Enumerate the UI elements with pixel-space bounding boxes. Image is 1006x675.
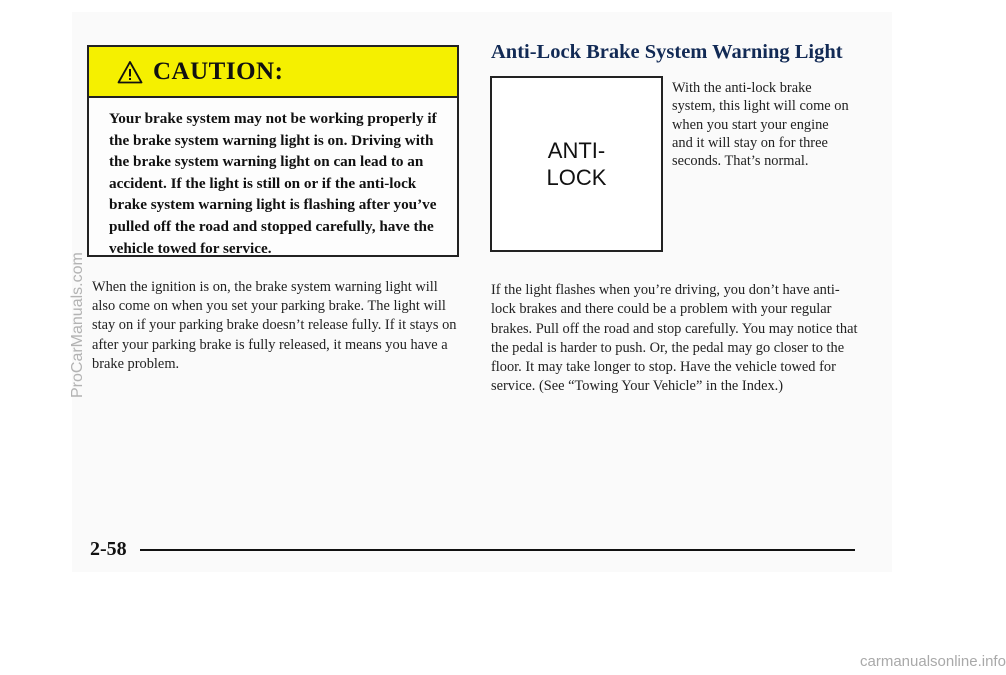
side-watermark: ProCarManuals.com: [69, 252, 86, 398]
bottom-watermark[interactable]: carmanualsonline.info: [860, 653, 1006, 670]
footer-rule: [140, 549, 855, 551]
page-number: 2-58: [90, 538, 127, 560]
anti-lock-indicator: [490, 76, 663, 252]
caution-box: [87, 45, 459, 257]
warning-triangle-icon: [117, 60, 143, 84]
caution-header: [89, 47, 457, 98]
ignition-paragraph: When the ignition is on, the brake system warning light will also come on when you set your parking brake. The light will stay on if your parking brake doesn’t release fully. If it stays on after your parking brake is fully released, it means you have a brake problem.: [92, 279, 457, 372]
indicator-description: With the anti-lock brake system, this light will come on when you start your engine and it will stay on for three seconds. That’s normal.: [672, 80, 849, 170]
caution-title: CAUTION:: [153, 57, 284, 85]
caution-text: Your brake system may not be working properly if the brake system warning light is on. Driving with the brake system warning light on can lead to an accident. If the light is still on or if the anti-lock brake system warning light is flashing after you’ve pulled off the road and stopped carefully, have the vehicle towed for service.: [109, 110, 437, 257]
indicator-label: ANTI- LOCK: [546, 138, 607, 190]
section-title: Anti-Lock Brake System Warning Light: [491, 41, 843, 63]
flashing-light-paragraph: If the light flashes when you’re driving, you don’t have anti-lock brakes and there could be a problem with your regular brakes. Pull off the road and stop carefully. You may notice that the pedal is harder to push. Or, the pedal may go closer to the floor. It may take longer to stop. Have the vehicle towed for service. (See “Towing Your Vehicle” in the Index.): [491, 282, 858, 395]
